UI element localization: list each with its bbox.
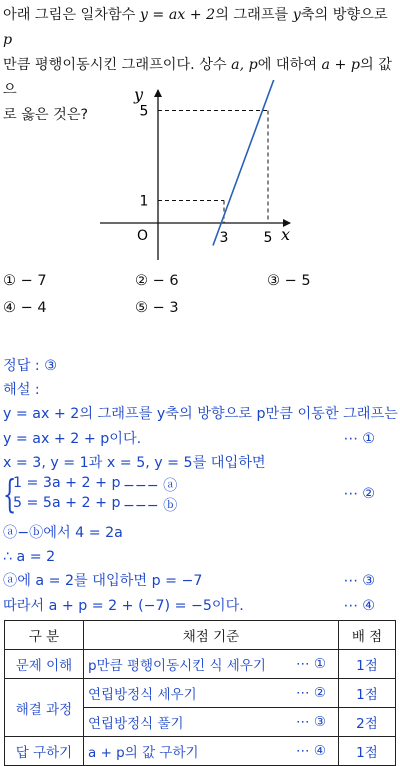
choice-1[interactable]: ① − 7 [3,273,47,289]
header-criteria: 채점 기준 [84,621,339,650]
step-mark: ⋯ ② [343,485,375,502]
choice-5[interactable]: ⑤ − 3 [135,300,179,316]
grading-table [4,620,396,766]
row-points: 1점 [339,650,396,679]
row-mark: ⋯ ④ [284,737,339,766]
x-axis-label: x [281,225,291,244]
y-tick-label: 5 [139,103,149,120]
row-category: 해결 과정 [5,679,84,737]
brace: { [3,471,17,516]
row-mark: ⋯ ① [284,650,339,679]
solution-line-3: x = 3, y = 1과 x = 5, y = 5를 대입하면 [3,454,266,471]
q-text: 의 그래프를 [215,7,293,23]
answer-line: 정답 : ③ [3,358,57,374]
choice-2[interactable]: ② − 6 [135,273,179,289]
step-mark: ⋯ ① [343,430,375,447]
row-criteria: 연립방정식 세우기 [84,679,285,708]
solution-line-7: ⓐ에 a = 2를 대입하면 p = −7 ⋯ ③ [3,569,397,593]
solution-line-1: y = ax + 2의 그래프를 y축의 방향으로 p만큼 이동한 그래프는 [3,406,398,423]
answer-choices [3,273,397,327]
row-points: 1점 [339,679,396,708]
row-points: 2점 [339,708,396,737]
q-text: 만큼 평행이동시킨 그래프이다. 상수 [3,57,232,73]
equation-system [3,471,397,521]
row-mark: ⋯ ② [284,679,339,708]
table-row [5,737,396,766]
step-mark: ⋯ ④ [343,597,375,614]
q-math: y [292,7,301,23]
table-header-row [5,621,396,650]
solution-line-2: y = ax + 2 + p이다. ⋯ ① [3,427,397,451]
table-row [5,650,396,679]
choices-row-1 [3,273,397,300]
equation-b: 5 = 5a + 2 + p [13,494,121,511]
table-row [5,679,396,708]
choice-4[interactable]: ④ − 4 [3,300,47,316]
q-text: 축의 방향으로 [300,7,388,23]
header-category: 구 분 [5,621,84,650]
origin-label: O [137,228,149,244]
q-text: 아래 그림은 일차함수 [3,7,140,23]
step-mark: ⋯ ③ [343,573,375,590]
x-tick-label: 3 [219,230,229,246]
row-mark: ⋯ ③ [284,708,339,737]
choices-row-2 [3,300,397,327]
equation-a-tag: −−− ⓐ [123,477,178,494]
row-category: 문제 이해 [5,650,84,679]
row-criteria: p만큼 평행이동시킨 식 세우기 [84,650,285,679]
choice-3[interactable]: ③ − 5 [267,273,311,289]
solution-line-5: ⓐ−ⓑ에서 4 = 2a [3,524,123,541]
q-text: 의 값으 [3,57,392,98]
row-criteria: 연립방정식 풀기 [84,708,285,737]
row-points: 1점 [339,737,396,766]
function-line [213,80,279,246]
row-category: 답 구하기 [5,737,84,766]
solution-line-8: 따라서 a + p = 2 + (−7) = −5이다. ⋯ ④ [3,594,397,618]
row-criteria: a + p의 값 구하기 [84,737,285,766]
header-points: 배 점 [339,621,396,650]
guide-lines [158,111,268,224]
y-tick-label: 1 [139,193,149,210]
q-math: a, p [231,57,258,73]
solution-block [3,354,397,618]
x-tick-label: 5 [263,230,273,246]
equation-b-tag: −−− ⓑ [123,497,178,514]
question-line-3: 로 옳은 것은? [3,107,89,123]
q-math: p [3,32,13,48]
solution-line-6: ∴ a = 2 [3,549,56,566]
equation-a: 1 = 3a + 2 + p [13,474,121,491]
q-text: 에 대하여 [257,57,322,73]
q-math: a + p [321,57,360,73]
q-math: y = ax + 2 [139,7,216,23]
question-line-1 [3,3,397,53]
function-graph [100,80,310,265]
y-axis-label: y [134,85,144,104]
solution-heading: 해설 : [3,382,40,399]
